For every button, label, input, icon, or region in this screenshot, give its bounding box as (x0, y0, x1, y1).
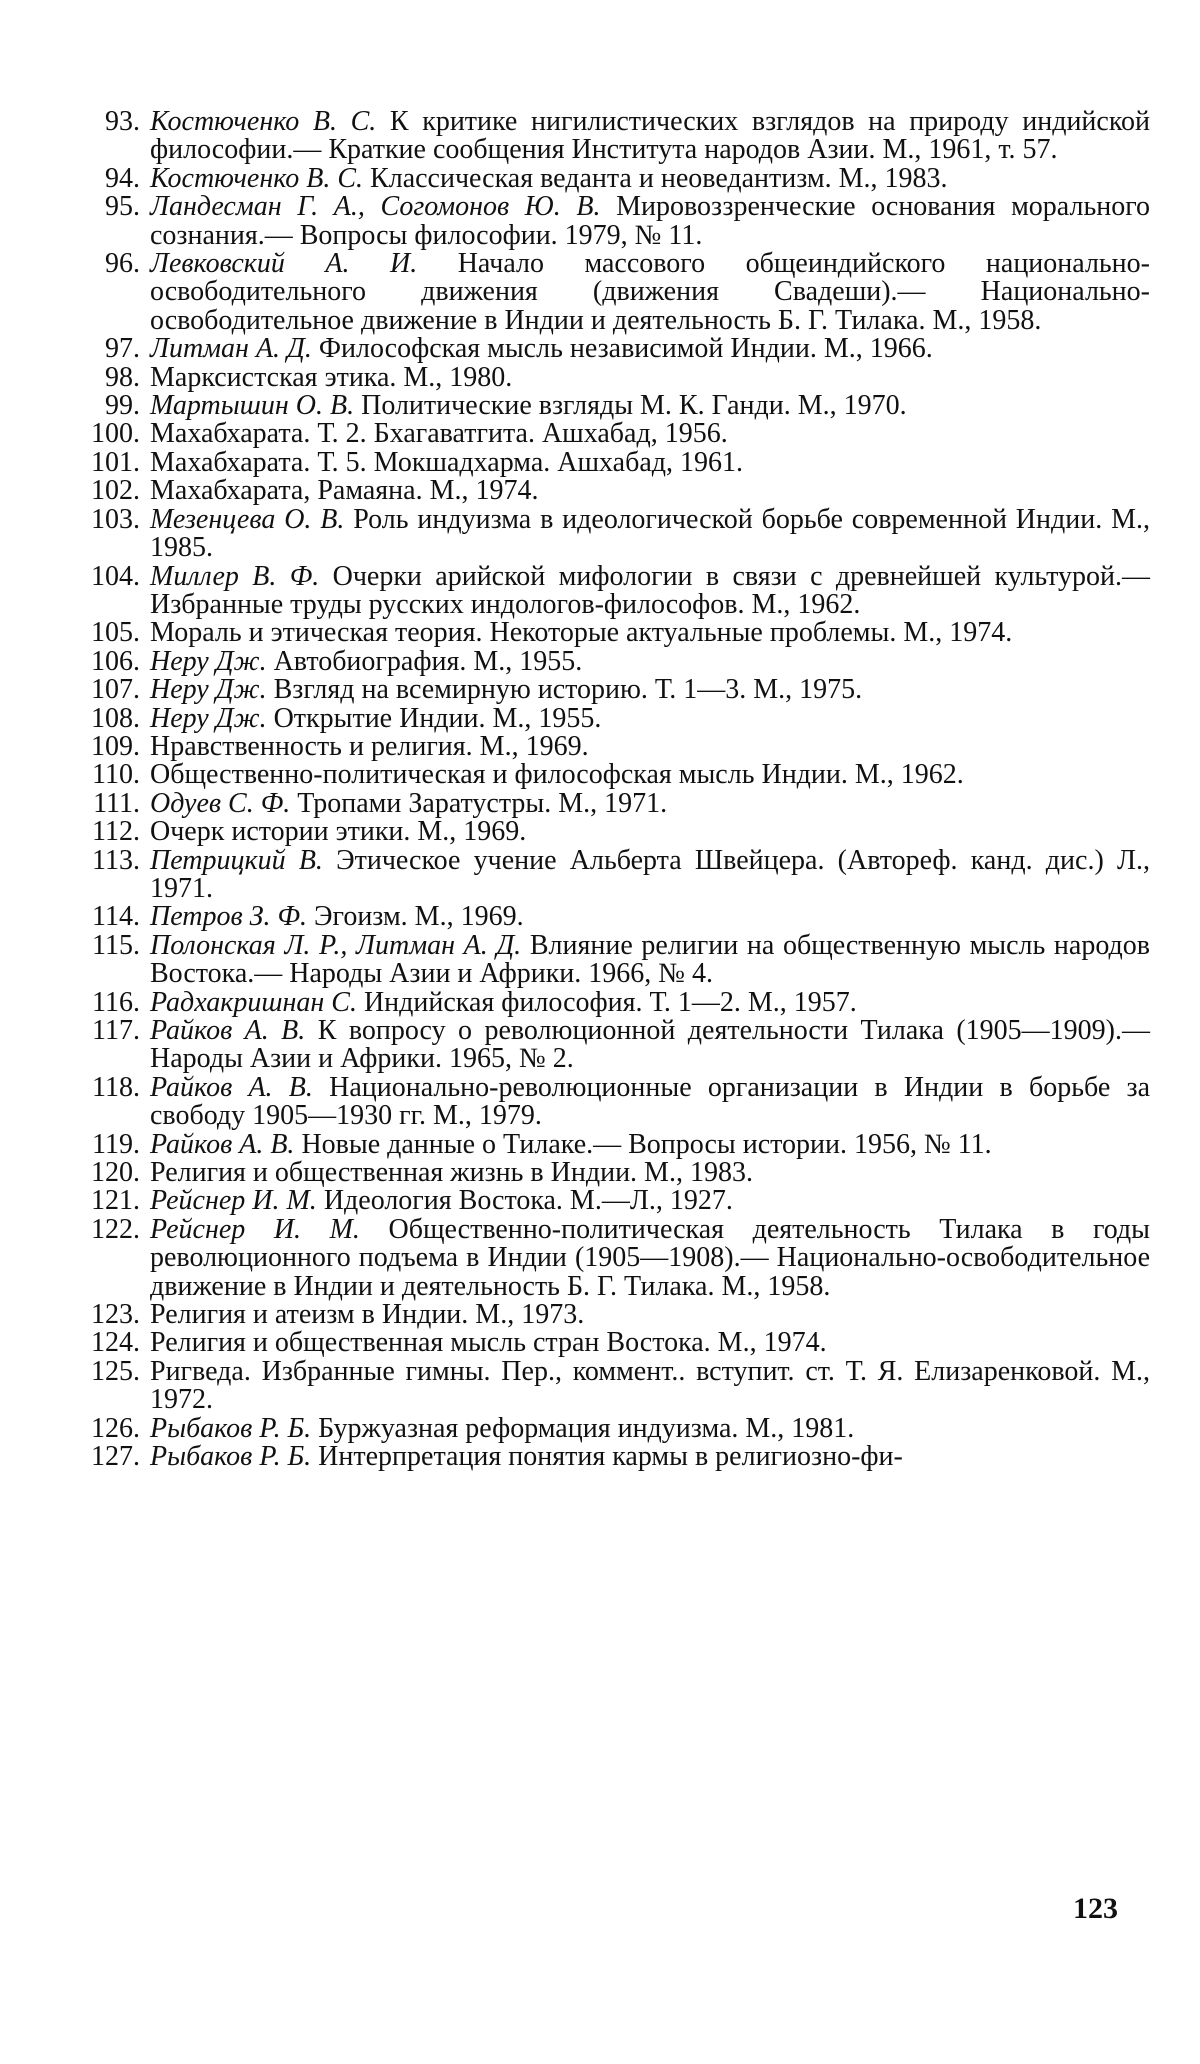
entry-number: 119. (92, 1128, 140, 1160)
bibliography-entry (80, 250, 1150, 335)
entry-number: 99. (105, 390, 140, 422)
bibliography-entry (80, 560, 1150, 620)
entry-number: 125. (91, 1355, 140, 1387)
bibliography-entry (80, 361, 1150, 393)
bibliography-entry (80, 446, 1150, 478)
entry-text: Ригведа. Избранные гимны. Пер., коммент.. вступит. ст. Т. Я. Елизаренковой. М., 1972. (150, 1355, 1150, 1416)
bibliography-entry (80, 1412, 1150, 1444)
entry-text: Взгляд на всемирную историю. Т. 1—3. М., 1975. (266, 674, 863, 706)
entry-number: 122. (91, 1213, 140, 1245)
entry-number: 102. (91, 475, 140, 507)
entry-number: 123. (91, 1299, 140, 1331)
entry-text: Автобиография. М., 1955. (266, 645, 583, 677)
entry-author: Петрицкий В. (150, 844, 323, 876)
bibliography-entry (80, 392, 1150, 420)
entry-text: Эгоизм. М., 1969. (307, 901, 524, 933)
entry-author: Миллер В. Ф. (150, 560, 320, 592)
entry-author: Радхакришнан С. (150, 986, 357, 1018)
entry-number: 109. (91, 730, 140, 762)
bibliography-entry (80, 108, 1150, 165)
entry-text: Буржуазная реформация индуизма. М., 1981. (311, 1412, 855, 1444)
bibliography-entry (80, 193, 1150, 250)
entry-text: Мировоззренческие основания морального сознания.— Вопросы философии. 1979, № 11. (150, 191, 1150, 251)
bibliography-entry (80, 903, 1150, 931)
entry-number: 114. (92, 901, 140, 933)
entry-number: 111. (93, 787, 140, 819)
bibliography-entry (80, 761, 1150, 789)
entry-author: Неру Дж. (150, 674, 267, 706)
bibliography-entry (80, 645, 1150, 677)
entry-author: Рейснер И. М. (150, 1213, 360, 1245)
page-number: 123 (1073, 1892, 1118, 1925)
bibliography-page (80, 108, 1150, 1472)
entry-author: Литман А. Д. (150, 333, 312, 365)
bibliography-entry (80, 787, 1150, 819)
entry-text: Религия и общественная жизнь в Индии. М., 1983. (150, 1157, 753, 1189)
bibliography-entry (80, 1301, 1150, 1329)
entry-text: Интерпретация понятия кармы в религиозно-фи- (311, 1441, 903, 1473)
entry-text: Влияние религии на общественную мысль народов Востока.— Народы Азии и Африки. 1966, № 4. (150, 929, 1150, 990)
entry-number: 103. (91, 503, 140, 535)
entry-text: Новые данные о Тилаке.— Вопросы истории. 1956, № 11. (294, 1128, 992, 1160)
bibliography-entry (80, 162, 1150, 194)
entry-text: Религия и общественная мысль стран Востока. М., 1974. (150, 1327, 827, 1359)
bibliography-entry (80, 844, 1150, 904)
entry-number: 100. (91, 418, 140, 450)
entry-number: 124. (91, 1327, 140, 1359)
entry-number: 118. (92, 1071, 140, 1103)
entry-number: 115. (92, 929, 140, 961)
entry-number: 101. (91, 446, 140, 478)
entry-author: Неру Дж. (150, 645, 267, 677)
entry-number: 113. (92, 844, 140, 876)
bibliography-entry (80, 1071, 1150, 1132)
entry-author: Петров З. Ф. (150, 901, 308, 933)
bibliography-list (80, 108, 1150, 1472)
entry-text: Политические взгляды М. К. Ганди. М., 1970. (354, 390, 907, 422)
entry-author: Полонская Л. Р., Литман А. Д. (150, 929, 522, 961)
entry-author: Райков А. В. (150, 1071, 313, 1103)
entry-text: Махабхарата. Т. 2. Бхагаватгита. Ашхабад, 1956. (150, 418, 728, 450)
bibliography-entry (80, 619, 1150, 647)
entry-author: Костюченко В. С. (150, 106, 377, 137)
entry-number: 112. (92, 816, 140, 848)
entry-number: 95. (105, 191, 140, 223)
entry-text: Мораль и этическая теория. Некоторые актуальные проблемы. М., 1974. (150, 617, 1013, 649)
entry-text: Махабхарата. Т. 5. Мокшадхарма. Ашхабад, 1961. (150, 446, 744, 478)
entry-number: 104. (91, 560, 140, 592)
bibliography-entry (80, 1213, 1150, 1302)
entry-number: 116. (92, 986, 140, 1018)
bibliography-entry (80, 1443, 1150, 1471)
entry-text: Очерк истории этики. М., 1969. (150, 816, 527, 848)
bibliography-entry (80, 1159, 1150, 1187)
entry-text: Религия и атеизм в Индии. М., 1973. (150, 1299, 585, 1331)
entry-text: Начало массового общеиндийского национально-освободительного движения (движения Свадеши).— Национально-освободительное движение в Индии и деятельность Б. Г. Тилака. М., 1958. (150, 248, 1150, 336)
entry-text: Философская мысль независимой Индии. М., 1966. (311, 333, 933, 365)
entry-number: 108. (91, 702, 140, 734)
entry-author: Костюченко В. С. (150, 162, 364, 194)
entry-number: 107. (91, 674, 140, 706)
bibliography-entry (80, 503, 1150, 564)
entry-number: 126. (91, 1412, 140, 1444)
entry-author: Мартышин О. В. (150, 390, 355, 422)
bibliography-entry (80, 702, 1150, 734)
entry-author: Левковский А. И. (150, 248, 418, 280)
bibliography-entry (80, 1329, 1150, 1357)
bibliography-entry (80, 929, 1150, 990)
entry-number: 127. (91, 1441, 140, 1473)
entry-author: Неру Дж. (150, 702, 267, 734)
entry-number: 106. (91, 645, 140, 677)
entry-author: Райков А. В. (150, 1015, 306, 1046)
entry-text: К вопросу о революционной деятельности Тилака (1905—1909).— Народы Азии и Африки. 1965, № 2. (150, 1015, 1150, 1075)
entry-number: 120. (91, 1157, 140, 1189)
bibliography-entry (80, 818, 1150, 846)
entry-number: 97. (105, 333, 140, 365)
entry-number: 110. (92, 759, 140, 791)
bibliography-entry (80, 676, 1150, 704)
entry-number: 96. (105, 248, 140, 280)
entry-text: Общественно-политическая деятельность Тилака в годы революционного подъема в Индии (1905—1908).— Национально-освободительное движение в Индии и деятельность Б. Г. Тилака. М., 1958. (150, 1213, 1150, 1302)
entry-text: Нравственность и религия. М., 1969. (150, 730, 589, 762)
entry-text: Общественно-политическая и философская мысль Индии. М., 1962. (150, 759, 964, 791)
bibliography-entry (80, 986, 1150, 1018)
entry-number: 93. (105, 106, 140, 137)
entry-author: Рыбаков Р. Б. (150, 1412, 312, 1444)
entry-text: Национально-революционные организации в Индии в борьбе за свободу 1905—1930 гг. М., 1979. (150, 1071, 1150, 1132)
entry-text: К критике нигилистических взглядов на природу индийской философии.— Краткие сообщения Института народов Азии. М., 1961, т. 57. (150, 106, 1151, 166)
bibliography-entry (80, 1128, 1150, 1160)
entry-author: Рыбаков Р. Б. (150, 1441, 312, 1473)
entry-number: 98. (105, 361, 140, 393)
entry-text: Махабхарата, Рамаяна. М., 1974. (150, 475, 539, 507)
entry-text: Классическая веданта и неоведантизм. М., 1983. (363, 162, 948, 194)
bibliography-entry (80, 420, 1150, 448)
bibliography-entry (80, 477, 1150, 505)
entry-text: Марксистская этика. М., 1980. (150, 361, 513, 393)
entry-number: 117. (92, 1015, 140, 1046)
bibliography-entry (80, 730, 1150, 762)
bibliography-entry (80, 335, 1150, 363)
entry-author: Рейснер И. М. (150, 1185, 317, 1217)
entry-number: 121. (91, 1185, 140, 1217)
bibliography-entry (80, 1355, 1150, 1416)
entry-text: Этическое учение Альберта Швейцера. (Автореф. канд. дис.) Л., 1971. (150, 844, 1150, 904)
entry-number: 105. (91, 617, 140, 649)
entry-author: Мезенцева О. В. (150, 503, 345, 535)
entry-text: Индийская философия. Т. 1—2. М., 1957. (356, 986, 857, 1018)
entry-text: Тропами Заратустры. М., 1971. (290, 787, 668, 819)
entry-text: Открытие Индии. М., 1955. (266, 702, 602, 734)
entry-text: Идеология Востока. М.—Л., 1927. (316, 1185, 733, 1217)
entry-author: Ландесман Г. А., Согомонов Ю. В. (150, 191, 601, 223)
entry-author: Одуев С. Ф. (150, 787, 291, 819)
entry-author: Райков А. В. (150, 1128, 295, 1160)
bibliography-entry (80, 1187, 1150, 1215)
bibliography-entry (80, 1017, 1150, 1074)
entry-number: 94. (105, 162, 140, 194)
entry-text: Роль индуизма в идеологической борьбе современной Индии. М., 1985. (150, 503, 1150, 564)
entry-text: Очерки арийской мифологии в связи с древнейшей культурой.— Избранные труды русских индологов-философов. М., 1962. (150, 560, 1150, 620)
